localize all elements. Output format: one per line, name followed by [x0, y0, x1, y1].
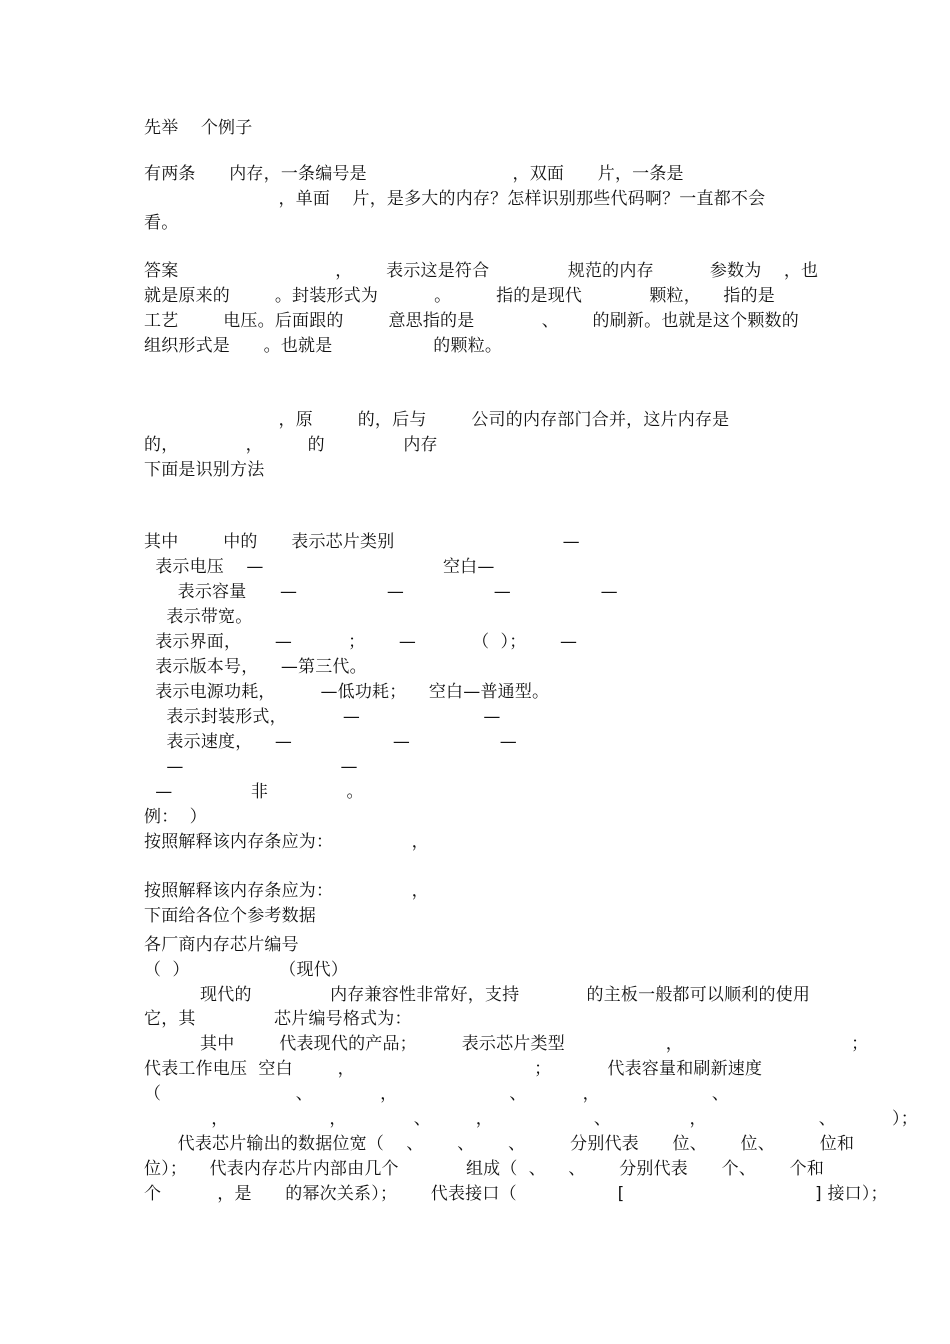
spec-line: — 非 。 [144, 782, 364, 802]
spec-line: 表示封装形式， — — [144, 707, 501, 727]
example-line: 例： ） [144, 807, 207, 827]
answer-line: 答案 ， 表示这是符合 规范的内存 参数为 ，也 [144, 261, 819, 281]
spec-line: 表示容量 — — — — [144, 582, 618, 602]
body-line: 现代的 内存兼容性非常好，支持 的主板一般都可以顺利的使用 [144, 985, 811, 1005]
section-heading: 各厂商内存芯片编号 [144, 935, 299, 955]
body-line: 它，其 芯片编号格式为： [144, 1009, 412, 1029]
section-heading: 下面是识别方法 [144, 460, 265, 480]
body-line: 其中 代表现代的产品； 表示芯片类型 ， ； [144, 1034, 869, 1054]
spec-line: 表示版本号， —第三代。 [144, 657, 367, 677]
answer-line: 组织形式是 。也就是 的颗粒。 [144, 336, 503, 356]
maker-heading: （ ） （现代） [144, 960, 349, 980]
section-heading: 下面给各位个参考数据 [144, 906, 316, 926]
body-line: 位）； 代表内存芯片内部由几个 组成（ 、 、 分别代表 个、 个和 [144, 1159, 825, 1179]
paragraph-example-title: 先举 个例子 [144, 118, 253, 138]
explanation-line: 按照解释该内存条应为： ， [144, 881, 429, 901]
spec-line: 表示界面， — ； — （ ）； — [144, 632, 578, 652]
spec-line: 表示电源功耗， —低功耗； 空白—普通型。 [144, 682, 550, 702]
spec-line: 表示速度， — — — [144, 732, 517, 752]
body-line: ， ， 、 ， 、 ， 、 ）； [144, 1109, 918, 1129]
spec-line: 其中 中的 表示芯片类别 — [144, 532, 580, 552]
body-line: 代表工作电压 空白 ， ； 代表容量和刷新速度 [144, 1059, 763, 1079]
question-line: 有两条 内存，一条编号是 ，双面 片，一条是 [144, 164, 684, 184]
question-line: ，单面 片，是多大的内存？怎样识别那些代码啊？一直都不会 [144, 189, 766, 209]
spec-line: 表示电压 — 空白— [144, 557, 495, 577]
spec-line: 表示带宽。 [144, 607, 253, 627]
body-line: 个 ，是 的幂次关系）； 代表接口（ [ ] 接口）； [144, 1184, 888, 1204]
answer-line: 工艺 电压。后面跟的 意思指的是 、 的刷新。也就是这个颗数的 [144, 311, 799, 331]
spec-line: — — [144, 757, 358, 777]
question-line: 看。 [144, 213, 179, 233]
company-line: ，原 的，后与 公司的内存部门合并，这片内存是 [144, 410, 730, 430]
answer-line: 就是原来的 。封装形式为 。 指的是现代 颗粒， 指的是 [144, 286, 775, 306]
explanation-line: 按照解释该内存条应为： ， [144, 832, 429, 852]
company-line: 的， ， 的 内存 [144, 435, 438, 455]
body-line: （ 、 ， 、 ， 、 [144, 1084, 730, 1104]
body-line: 代表芯片输出的数据位宽（ 、 、 、 分别代表 位、 位、 位和 [144, 1134, 855, 1154]
